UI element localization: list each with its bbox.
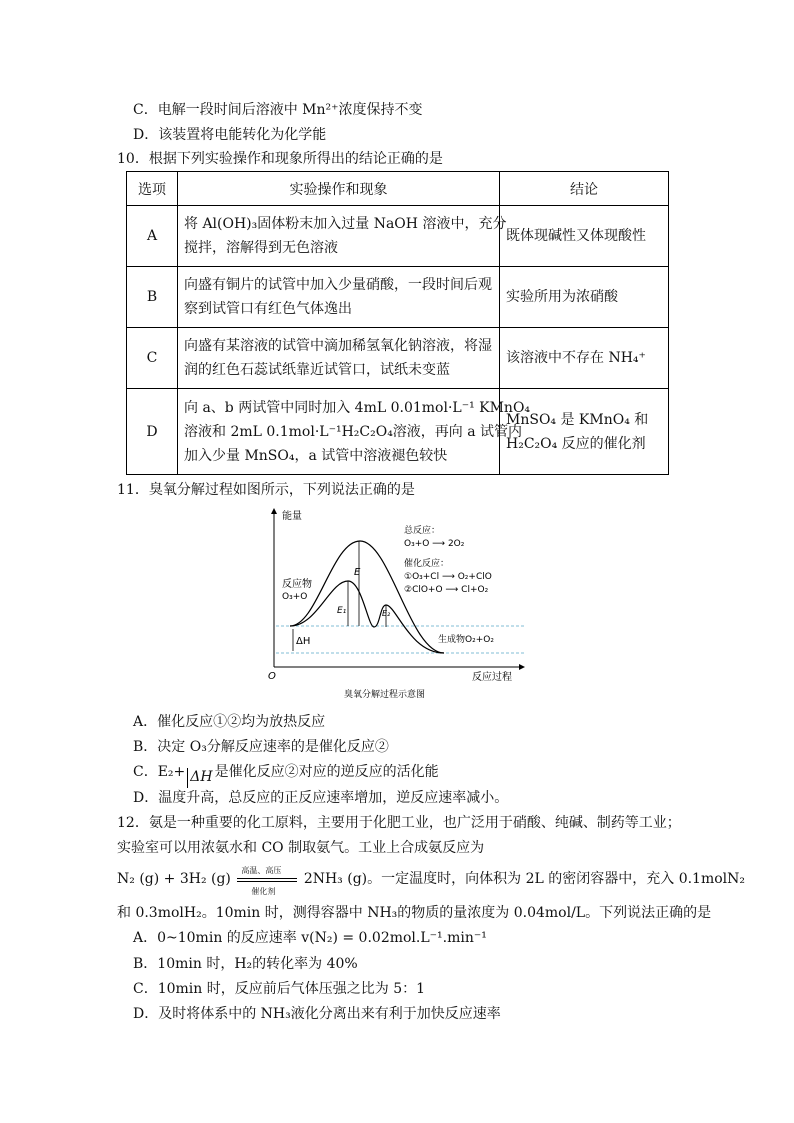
table-header-row bbox=[127, 172, 669, 206]
q12-option-d: D．及时将体系中的 NH₃液化分离出来有利于加快反应速率 bbox=[133, 1006, 501, 1022]
row-conclusion bbox=[500, 206, 669, 267]
operation-line: 向盛有某溶液的试管中滴加稀氢氧化钠溶液，将湿 bbox=[184, 338, 492, 354]
operation-line: 搅拌，溶解得到无色溶液 bbox=[184, 240, 338, 256]
conclusion-line: 实验所用为浓硝酸 bbox=[506, 289, 618, 305]
condition-bottom: 催化剂 bbox=[251, 887, 276, 896]
abs-delta-h bbox=[187, 768, 212, 788]
operation-line: 润的红色石蕊试纸靠近试管口，试纸未变蓝 bbox=[184, 362, 450, 378]
row-conclusion bbox=[500, 267, 669, 328]
row-operation bbox=[178, 389, 531, 475]
operation-line: 加入少量 MnSO₄，a 试管中溶液褪色较快 bbox=[184, 447, 448, 464]
reactant-label: 反应物 bbox=[282, 579, 312, 590]
q9-option-c: C．电解一段时间后溶液中 Mn²⁺浓度保持不变 bbox=[133, 102, 423, 118]
row-operation bbox=[178, 267, 500, 328]
x-axis-label: 反应过程 bbox=[472, 672, 512, 683]
catalysis-title: 催化反应： bbox=[404, 559, 450, 569]
row-operation bbox=[178, 328, 500, 389]
row-option: A bbox=[127, 206, 178, 267]
header-option: 选项 bbox=[127, 172, 178, 206]
stem-3: 。一定温度时，向体积为 2L 的密闭容器中，充入 0.1molN₂ bbox=[367, 871, 746, 887]
operation-line: 向 a、b 两试管中同时加入 4mL 0.01mol·L⁻¹ KMnO₄ bbox=[184, 399, 531, 416]
conclusion-line: MnSO₄ 是 KMnO₄ 和 bbox=[506, 411, 649, 428]
operation-line: 溶液和 2mL 0.1mol·L⁻¹H₂C₂O₄溶液，再向 a 试管内 bbox=[184, 423, 523, 440]
header-operation: 实验操作和现象 bbox=[178, 172, 500, 206]
option-c-prefix: C．E₂+ bbox=[133, 764, 186, 780]
q12-stem-2: 实验室可以用浓氨水和 CO 制取氨气。工业上合成氨反应为 bbox=[117, 840, 485, 856]
row-conclusion bbox=[500, 328, 669, 389]
header-conclusion: 结论 bbox=[500, 172, 669, 206]
q11-stem: 11．臭氧分解过程如图所示，下列说法正确的是 bbox=[117, 482, 415, 498]
table-row bbox=[127, 206, 669, 267]
q12-option-b: B．10min 时，H₂的转化率为 40% bbox=[133, 956, 358, 972]
row-option: B bbox=[127, 267, 178, 328]
operation-line: 将 Al(OH)₃固体粉末加入过量 NaOH 溶液中，充分 bbox=[184, 216, 507, 232]
conclusion-line: 该溶液中不存在 NH₄⁺ bbox=[506, 350, 646, 366]
q12-option-a: A．0~10min 的反应速率 v(N₂) = 0.02mol.L⁻¹.min⁻¹ bbox=[133, 930, 487, 946]
catalysis-eq-1: ①O₃+Cl ⟶ O₂+ClO bbox=[404, 572, 492, 582]
equation-left: N₂ (g) + 3H₂ (g) bbox=[117, 871, 231, 887]
q12-option-c: C．10min 时，反应前后气体压强之比为 5：1 bbox=[133, 981, 426, 997]
total-title: 总反应： bbox=[404, 526, 441, 536]
table-row bbox=[127, 389, 669, 475]
q11-option-d: D．温度升高，总反应的正反应速率增加，逆反应速率减小。 bbox=[133, 790, 509, 806]
operation-line: 向盛有铜片的试管中加入少量硝酸，一段时间后观 bbox=[184, 277, 492, 293]
reactant-formula: O₃+O bbox=[282, 592, 308, 602]
total-equation: O₃+O ⟶ 2O₂ bbox=[404, 539, 465, 549]
energy-diagram bbox=[262, 505, 532, 705]
q12-equation-line bbox=[117, 866, 746, 896]
condition-top: 高温、高压 bbox=[241, 866, 282, 875]
e2-label: E₂ bbox=[382, 609, 391, 618]
origin-label: O bbox=[268, 671, 276, 682]
e-label: E bbox=[354, 567, 361, 578]
e1-label: E₁ bbox=[337, 606, 347, 616]
dh-label: ΔH bbox=[296, 636, 311, 647]
q12-stem-1: 12．氨是一种重要的化工原料，主要用于化肥工业，也广泛用于硝酸、纯碱、制药等工业； bbox=[117, 815, 681, 831]
arrow-line-bottom bbox=[237, 881, 297, 882]
diagram-caption: 臭氧分解过程示意图 bbox=[344, 690, 426, 700]
table-row bbox=[127, 328, 669, 389]
arrow-line-top bbox=[237, 878, 297, 879]
conclusion-line: H₂C₂O₄ 反应的催化剂 bbox=[506, 435, 646, 452]
conclusion-line: 既体现碱性又体现酸性 bbox=[506, 228, 646, 244]
q11-option-a: A．催化反应①②均为放热反应 bbox=[133, 714, 326, 730]
product-label: 生成物O₂+O₂ bbox=[438, 635, 494, 645]
q12-stem-4: 和 0.3molH₂。10min 时，测得容器中 NH₃的物质的量浓度为 0.04mol/L。下列说法正确的是 bbox=[117, 905, 712, 921]
q11-option-b: B．决定 O₃分解反应速率的是催化反应② bbox=[133, 739, 389, 755]
operation-line: 察到试管口有红色气体逸出 bbox=[184, 301, 352, 317]
y-axis-label: 能量 bbox=[282, 511, 302, 522]
row-operation bbox=[178, 206, 507, 267]
q9-option-d: D．该装置将电能转化为化学能 bbox=[133, 127, 327, 143]
q10-table bbox=[126, 171, 669, 475]
row-option: C bbox=[127, 328, 178, 389]
row-option: D bbox=[127, 389, 178, 475]
q10-stem: 10．根据下列实验操作和现象所得出的结论正确的是 bbox=[117, 151, 443, 167]
equilibrium-arrow bbox=[235, 866, 299, 896]
uncatalyzed-curve bbox=[290, 541, 444, 653]
option-c-suffix: 是催化反应②对应的逆反应的活化能 bbox=[214, 764, 439, 780]
q11-option-c bbox=[133, 763, 439, 788]
catalysis-eq-2: ②ClO+O ⟶ Cl+O₂ bbox=[404, 585, 489, 595]
delta-h-text: ΔH bbox=[190, 769, 213, 785]
table-row bbox=[127, 267, 669, 328]
equation-right: 2NH₃ (g) bbox=[303, 871, 368, 887]
